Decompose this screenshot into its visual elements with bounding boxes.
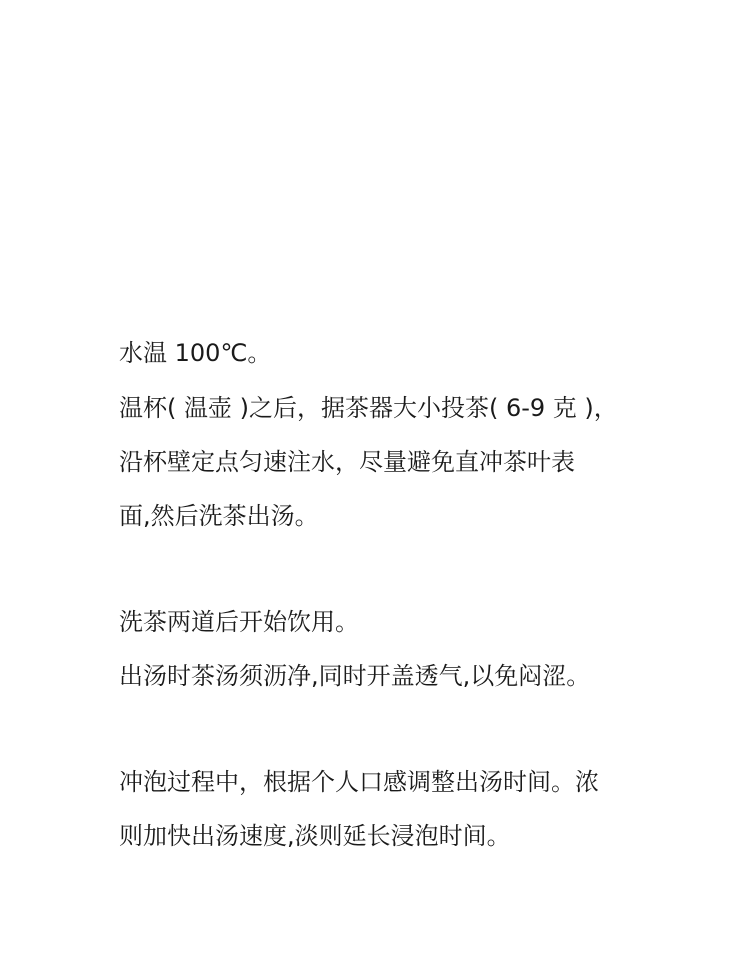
text-line-brewing-adjust: 冲泡过程中，根据个人口感调整出汤时间。浓 [119,768,599,796]
text-line-warm-cup: 温杯( 温壶 )之后，据茶器大小投茶( 6-9 克 )， [119,394,618,422]
text-line-pour-out: 出汤时茶汤须沥净,同时开盖透气,以免闷涩。 [119,662,591,690]
text-line-wash-tea: 面,然后洗茶出汤。 [119,502,319,530]
text-line-start-drinking: 洗茶两道后开始饮用。 [119,608,359,636]
text-line-water-temperature: 水温 100℃。 [119,339,272,367]
text-line-speed-time: 则加快出汤速度,淡则延长浸泡时间。 [119,822,511,850]
text-line-pour-water: 沿杯壁定点匀速注水，尽量避免直冲茶叶表 [119,448,575,476]
